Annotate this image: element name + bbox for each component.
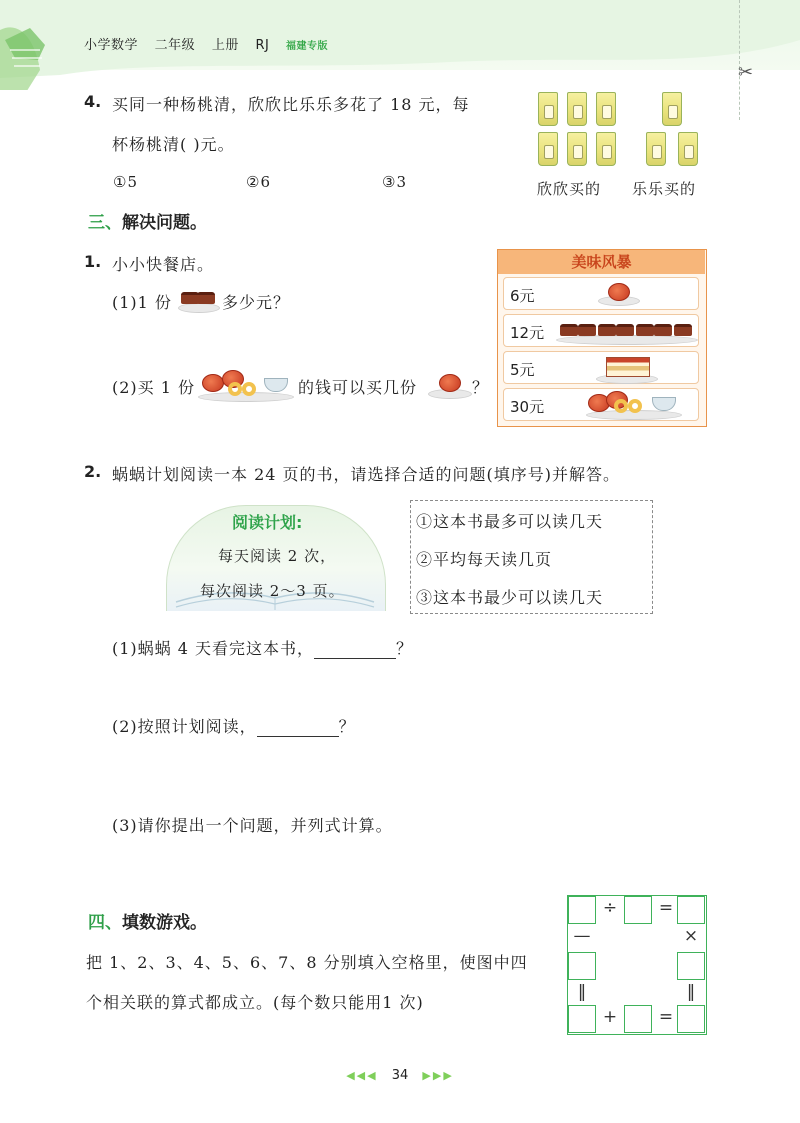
menu-price: 5元	[510, 361, 535, 379]
q4-option-2: ②6	[246, 173, 271, 191]
grid-cell[interactable]	[677, 952, 705, 980]
choice-1: ①这本书最多可以读几天	[416, 512, 604, 531]
menu-row-cakes	[503, 314, 699, 347]
drink-cup-icon	[596, 132, 616, 166]
onion-ring-icon	[614, 399, 628, 413]
menu-row-donut	[503, 277, 699, 310]
grid-cell[interactable]	[568, 952, 596, 980]
plate-icon	[556, 335, 698, 345]
choice-2: ②平均每天读几页	[416, 550, 553, 569]
section-4-text: 填数游戏。	[122, 913, 207, 933]
menu-price: 6元	[510, 287, 535, 305]
cake-icon	[578, 324, 596, 336]
choice-3: ③这本书最少可以读几天	[416, 588, 604, 607]
header-text	[84, 34, 340, 53]
section-4-title	[88, 908, 207, 933]
number-puzzle-grid	[567, 895, 707, 1035]
sec4-line2: 个相关联的算式都成立。(每个数只能用1 次)	[86, 993, 424, 1012]
cake-plate-icon	[178, 287, 218, 313]
menu-title: 美味风暴	[498, 250, 705, 274]
grid-op-equals: =	[658, 1007, 674, 1027]
section-3-number: 三、	[88, 213, 122, 233]
grid-op-equals: ‖	[686, 982, 696, 1002]
menu-row-combo	[503, 388, 699, 421]
grid-op-divide: ÷	[602, 898, 618, 918]
section-3-title	[88, 208, 207, 233]
menu-board	[497, 249, 707, 427]
p2-text: 蜗蜗计划阅读一本 24 页的书，请选择合适的问题(填序号)并解答。	[112, 465, 621, 484]
bowl-icon	[652, 397, 676, 411]
section-3-text: 解决问题。	[122, 213, 207, 233]
p1-number: 1.	[84, 252, 102, 271]
menu-row-cake-slice	[503, 351, 699, 384]
cake-icon	[674, 324, 692, 336]
answer-blank-2[interactable]	[257, 718, 339, 737]
grid-cell[interactable]	[568, 896, 596, 924]
p2-sub2	[112, 714, 356, 737]
page-footer	[0, 1068, 800, 1083]
section-4-number: 四、	[88, 913, 122, 933]
p2-sub2-qmark: ？	[338, 717, 356, 736]
grid-op-equals: =	[658, 898, 674, 918]
p2-number: 2.	[84, 462, 102, 481]
plan-title: 阅读计划:	[232, 513, 303, 532]
grid-op-equals: ‖	[577, 982, 587, 1002]
cake-icon	[636, 324, 654, 336]
p1-q1-prefix: (1)1 份	[112, 293, 172, 312]
lele-label: 乐乐买的	[632, 180, 697, 198]
drink-cup-icon	[678, 132, 698, 166]
plan-line-1: 每天阅读 2 次，	[218, 547, 337, 565]
grid-op-times: ×	[683, 926, 699, 946]
drink-cup-icon	[662, 92, 682, 126]
q4-option-3: ③3	[382, 173, 407, 191]
right-arrows-icon: ▶▶▶	[422, 1069, 454, 1082]
q4-line2: 杯杨桃清( )元。	[112, 135, 235, 154]
drink-cup-icon	[567, 132, 587, 166]
q4-option-1: ①5	[113, 173, 138, 191]
menu-price: 12元	[510, 324, 545, 342]
p2-sub3: (3)请你提出一个问题，并列式计算。	[112, 816, 393, 835]
cake-icon	[560, 324, 578, 336]
p1-q1-suffix: 多少元？	[222, 293, 291, 312]
cut-line	[739, 0, 740, 120]
drink-cup-icon	[538, 132, 558, 166]
grid-cell[interactable]	[624, 896, 652, 924]
p2-sub1-qmark: ？	[396, 639, 414, 658]
p1-q2-middle: 的钱可以买几份	[298, 378, 418, 397]
plan-line-2: 每次阅读 2～3 页。	[200, 582, 345, 600]
p1-q2-suffix: ？	[472, 378, 490, 397]
page-number: 34	[391, 1068, 409, 1083]
grid-cell[interactable]	[677, 1005, 705, 1033]
cake-icon	[598, 324, 616, 336]
q4-number: 4.	[84, 92, 102, 111]
header-volume: 上册	[211, 38, 239, 53]
lele-cups	[640, 92, 710, 176]
onion-ring-icon	[628, 399, 642, 413]
left-arrows-icon: ◀◀◀	[346, 1069, 378, 1082]
donut-icon	[608, 283, 630, 301]
p2-sub1-text: (1)蜗蜗 4 天看完这本书，	[112, 639, 315, 658]
q4-line1: 买同一种杨桃清，欣欣比乐乐多花了 18 元，每	[112, 95, 470, 114]
combo-meal-icon	[198, 368, 294, 404]
p2-sub1	[112, 636, 413, 659]
xinxin-label: 欣欣买的	[537, 180, 602, 198]
sec4-line1: 把 1、2、3、4、5、6、7、8 分别填入空格里，使图中四	[86, 953, 528, 972]
donut-plate-icon	[428, 370, 472, 400]
header-subject: 小学数学	[84, 38, 139, 53]
grid-cell[interactable]	[677, 896, 705, 924]
grid-cell[interactable]	[568, 1005, 596, 1033]
drink-cup-icon	[567, 92, 587, 126]
cake-icon	[616, 324, 634, 336]
answer-blank-1[interactable]	[314, 640, 396, 659]
scissors-icon: ✂	[738, 62, 754, 83]
header-tag: 福建专版	[285, 41, 328, 52]
p1-title: 小小快餐店。	[112, 255, 215, 274]
header-edition: RJ	[255, 38, 270, 53]
drink-cup-icon	[538, 92, 558, 126]
cake-icon	[654, 324, 672, 336]
cake-slice-icon	[606, 357, 650, 377]
grid-cell[interactable]	[624, 1005, 652, 1033]
p2-sub2-text: (2)按照计划阅读，	[112, 717, 257, 736]
menu-price: 30元	[510, 398, 545, 416]
p1-q2-prefix: (2)买 1 份	[112, 378, 196, 397]
grid-op-plus: +	[602, 1007, 618, 1027]
header-grade: 二年级	[154, 38, 196, 53]
xinxin-cups	[536, 92, 626, 176]
grid-op-minus: —	[573, 926, 591, 946]
drink-cup-icon	[646, 132, 666, 166]
drink-cup-icon	[596, 92, 616, 126]
